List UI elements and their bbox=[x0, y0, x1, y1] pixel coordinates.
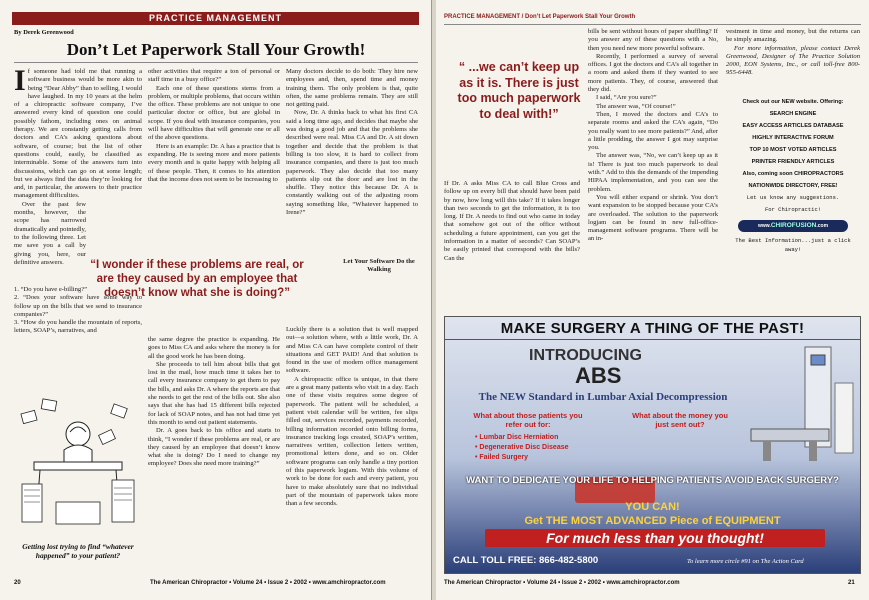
chirofusion-logo[interactable]: www.CHIROFUSION.com bbox=[738, 220, 848, 232]
running-head-rule bbox=[444, 24, 861, 25]
ad-standard: The NEW Standard in Lumbar Axial Decompression bbox=[478, 391, 728, 403]
byline: By Derek Greenwood bbox=[14, 29, 74, 36]
cartoon-caption: Getting lost trying to find “whatever happened” to your patient? bbox=[22, 542, 134, 560]
footer-left: The American Chiropractor • Volume 24 • Issue 2 • 2002 • www.amchiropractor.com bbox=[150, 580, 386, 586]
pull-quote-right: “ ...we can’t keep up as it is. There is just too much paperwork to deal with!” bbox=[457, 60, 581, 121]
abs-advertisement[interactable] bbox=[444, 316, 861, 574]
right-column-2: bills be sent without hours of paper shuffling? If you answer any of these questions with a No, then you need new more powerful software. Recently, I performed a survey of several offices. I got the doctors and CA’s all together in a room and asked them if they wanted to see more patients. They, of course, answered that they did. I said, “Are you sure?” The answer was, “Of course!” Then, I moved the doctors and CA’s to separate rooms and asked the CA’s again, “Do you really want to see more patients?” And, after a little prodding, the answer I got may surprise you. The answer was, “No, we can’t keep up as it is! There is just too much paperwork to deal with.” Add to this the demands of the impending HIPAA implementation, and you can see the problem. You will either expand or shrink. You don’t want expansion to be stopped because your CA’s are overloaded. The solution to the paperwork logjam can be found in new full-office-management software programs. There will be an in- bbox=[588, 28, 718, 243]
column-1-upper: If someone had told me that running a software business would be more akin to being “Dear Abby” than to selling, I would have laughed. In my 10 years at the helm of a chiropractic software company, I’ve answered every kind of question one could possibly fathom, including ones on animal therapy. We are constantly getting calls from doctors and CA’s asking questions about software, of course; but the list of other questions could, easily, be classified as interminable. Some of the answers turn into discussions, which can go on at some length; but we always find the data they’re looking for and, in particular, the answers to their practice management difficulties. Over the past few months, however, the scope has narrowed dramatically and pointedly, to the following three. Let me save you a call by giving you, here, our definitive answers. bbox=[14, 68, 142, 266]
right-column-3: vestment in time and money, but the returns can be simply amazing. For more information, please contact Derek Greenwood, Designer of The Practice Solution 2000, EON Systems, Inc., or call toll-free 800-955-6448. bbox=[726, 28, 860, 77]
pull-quote: “I wonder if these problems are real, or are they caused by an employee that doesn’t know what she is doing?” bbox=[90, 259, 304, 299]
ad-diagnosis-list: • Lumbar Disc Herniation • Degenerative Disc Disease • Failed Surgery bbox=[475, 434, 569, 461]
page-folio-left: 20 bbox=[14, 580, 21, 586]
left-page bbox=[0, 0, 432, 600]
column-3-narrow bbox=[340, 258, 418, 324]
ad-learn-more: To learn more circle #91 on The Action Card bbox=[687, 558, 804, 565]
ad-much-less: For much less than you thought! bbox=[485, 529, 825, 547]
column-2-upper: other activities that require a ton of personal or staff time in a busy office?” Each one of these questions stems from a problem, or multiple problems, that occurs within the office. These problems are not unique to one particular doctor or office, but are global in scope. If you deal with insurance companies, you will have difficulties that will generate one or all of the above questions. Here is an example: Dr. A has a practice that is expanding. He is seeing more and more patients every month and is quite happy with helping all of these people. Then, it comes to his attention that the income does not seem to be increasing to bbox=[148, 68, 280, 183]
questions-list: 1. “Do you have e-billing?” 2. “Does your software have some way to follow up on the bills that we send to insurance companies?” 3. “How do you handle the mountain of reports, letters, SOAP’s, narratives, and bbox=[14, 286, 142, 335]
ad-advanced: Get THE MOST ADVANCED Piece of EQUIPMENT bbox=[524, 515, 781, 527]
running-head: PRACTICE MANAGEMENT / Don’t Let Paperwork Stall Your Growth bbox=[444, 14, 636, 20]
headline-rule bbox=[14, 62, 418, 63]
ad-introducing: INTRODUCING bbox=[529, 347, 642, 364]
ad-question-right: What about the money you just sent out? bbox=[632, 411, 728, 429]
paperwork-cartoon-illustration bbox=[16, 392, 140, 532]
ad-headline: MAKE SURGERY A THING OF THE PAST! bbox=[500, 320, 805, 337]
page-folio-right: 21 bbox=[848, 580, 855, 586]
section-banner: PRACTICE MANAGEMENT bbox=[12, 12, 419, 25]
column-3-lower: Luckily there is a solution that is well mapped out—a solution where, with a little work, Dr. A and Miss CA can have complete control of their situations and GET PAID! And that solution is found in the use of modern office management software. A chiropractic office is unique, in that there are a great many patients who visit in a day. Each one of these visits requires some degree of paperwork. The patient will be scheduled, a patient visit calendar will be written, fee slips filled out, services recorded, payments recorded, billing information recorded onto billing forms, insurance tracking logs created, SOAP’s written, narratives written, collection letters written, promotional letters done, and so on. Older software programs can only handle a tiny portion of this paperwork logjam. With this volume of work to be done for each and every patient, you have to make absolutely sure that no individual part of the mountain of paperwork takes more than a few seconds. bbox=[286, 326, 418, 508]
column-2-lower: the same degree the practice is expanding. He goes to Miss CA and asks where the money is for all the good work he has been doing. She proceeds to tell him about bills that got lost in the mail, how much time it takes her to call every insurance company to get them to pay the bills, and asks Dr. A where the reports are that she needs to get the rest of the bills out. She also says that she has had 15 different bills rejected for lack of SOAP notes, and has not had time yet this month to send out patient statements. Dr. A goes back to his office and starts to think, “I wonder if these problems are real, or are they caused by an employee that doesn’t know what she is doing? Do I need to change my employee? Does she need more training?” bbox=[148, 336, 280, 468]
footer-right: The American Chiropractor • Volume 24 • Issue 2 • 2002 • www.amchiropractor.com bbox=[444, 580, 680, 586]
right-column-1: If Dr. A asks Miss CA to call Blue Cross and follow up on every bill that should have been paid by now, how long will this take? If it takes longer than two seconds to get the information, it is too long. If Dr. A needs to find out who came in today that somehow got out of the office without scheduling a future appointment, can you get the information in a matter of seconds? Can SOAP’s be easily printed that correspond with the bills? Can the bbox=[444, 180, 580, 262]
subhead: Let Your Software Do the Walking bbox=[343, 258, 415, 274]
ad-abs-title: ABS bbox=[575, 363, 622, 388]
website-sidebar: Check out our NEW website. Offering: SEARCH ENGINE EASY ACCESS ARTICLES DATABASE HIGHLY INTERACTIVE FORUM TOP 10 MOST VOTED ARTICLES PRINTER FRIENDLY ARTICLES Also, coming soon CHIROPRACTORS NATIONWIDE DIRECTORY, FREE! Let us know any suggestions. For Chiropractic! www.CHIROFUSION.com The Best Information...just a click away! bbox=[735, 99, 851, 253]
right-page bbox=[436, 0, 869, 600]
ad-youcan: YOU CAN! bbox=[625, 501, 680, 513]
ad-question-left: What about those patients you refer out for: bbox=[473, 411, 583, 429]
ad-rule bbox=[445, 339, 860, 340]
headline: Don’t Let Paperwork Stall Your Growth! bbox=[66, 40, 366, 59]
column-3-upper: Many doctors decide to do both: They hire new employees and, then, spend time and money training them. The only problem is that, quite often, the same problems remain. They are still not getting paid. Now, Dr. A thinks back to what his first CA said a long time ago, and decides that maybe she was doing a good job and that the problems she described were real. Miss CA and Dr. A sit down together and decide that the problem is that billing is too slow, it is hard to collect from insurance companies, and there is just too much paperwork. They also decide that too many patients slip out the door and are lost in the shuffle. They notice this because Dr. A is constantly walking out of the adjusting room saying something like, “Whatever happened to Irene?” bbox=[286, 68, 418, 217]
ad-want: WANT TO DEDICATE YOUR LIFE TO HELPING PATIENTS AVOID BACK SURGERY? bbox=[466, 475, 839, 486]
decompression-equipment-illustration bbox=[747, 343, 859, 475]
drop-cap: I bbox=[14, 68, 26, 97]
ad-toll-free[interactable]: CALL TOLL FREE: 866-482-5800 bbox=[453, 555, 599, 566]
